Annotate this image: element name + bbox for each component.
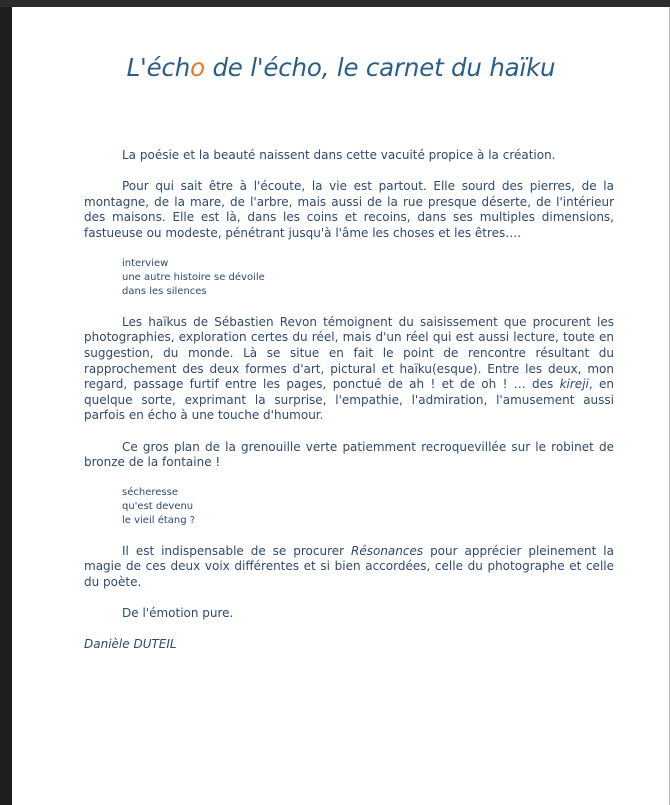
paragraph-1: La poésie et la beauté naissent dans cette vacuité propice à la création.	[122, 148, 556, 162]
document-page	[12, 7, 670, 805]
paragraph-4: Ce gros plan de la grenouille verte patiemment recroquevillée sur le robinet de bronze de la fontaine !	[84, 439, 614, 470]
haiku-2-line: sécheresse	[122, 487, 178, 499]
title-accent-letter: o	[190, 53, 205, 82]
haiku-2	[122, 486, 614, 528]
book-title: Résonances	[351, 543, 424, 558]
title-after: de l'écho, le carnet du haïku	[204, 53, 556, 82]
haiku-2-line: qu'est devenu	[122, 501, 194, 513]
page-title	[12, 53, 670, 82]
haiku-1-line: interview	[122, 258, 169, 270]
paragraph-3: Les haïkus de Sébastien Revon témoignent du saisissement que procurent les photographies, exploration certes du réel, mais d'un réel qui est aussi lecture, toute en suggestion, du monde. Là se situe en fait le point de rencontre résultant du rapprochement des deux formes d'art, pictural et haïku(esque). Entre les deux, mon regard, passage furtif entre les pages, ponctué de ah ! et de oh ! … des kireji, en quelque sorte, exprimant la surprise, l'empathie, l'admiration, l'amusement aussi parfois en écho à une touche d'humour.	[84, 314, 614, 423]
paragraph-6: De l'émotion pure.	[122, 606, 234, 621]
paragraph-2: Pour qui sait être à l'écoute, la vie est partout. Elle sourd des pierres, de la montagne, de la mare, de l'arbre, mais aussi de la rue presque déserte, de l'intérieur des maisons. Elle est là, dans les coins et recoins, dans ses multiples dimensions, fastueuse ou modeste, pénétrant jusqu'à l'âme les choses et les êtres….	[84, 179, 614, 240]
window-left-strip	[0, 7, 12, 805]
window-top-strip	[0, 0, 670, 7]
haiku-1-line: une autre histoire se dévoile	[122, 272, 265, 284]
author-signature: Danièle DUTEIL	[84, 637, 177, 652]
haiku-1	[122, 257, 614, 299]
title-before: L'éch	[126, 53, 191, 82]
article-body	[84, 148, 614, 653]
kireji-term: kireji	[559, 377, 589, 392]
haiku-1-line: dans les silences	[122, 286, 207, 298]
paragraph-5: Il est indispensable de se procurer Résonances pour apprécier pleinement la magie de ces deux voix différentes et si bien accordées, celle du photographe et celle du poète.	[84, 543, 614, 590]
haiku-2-line: le vieil étang ?	[122, 515, 196, 527]
